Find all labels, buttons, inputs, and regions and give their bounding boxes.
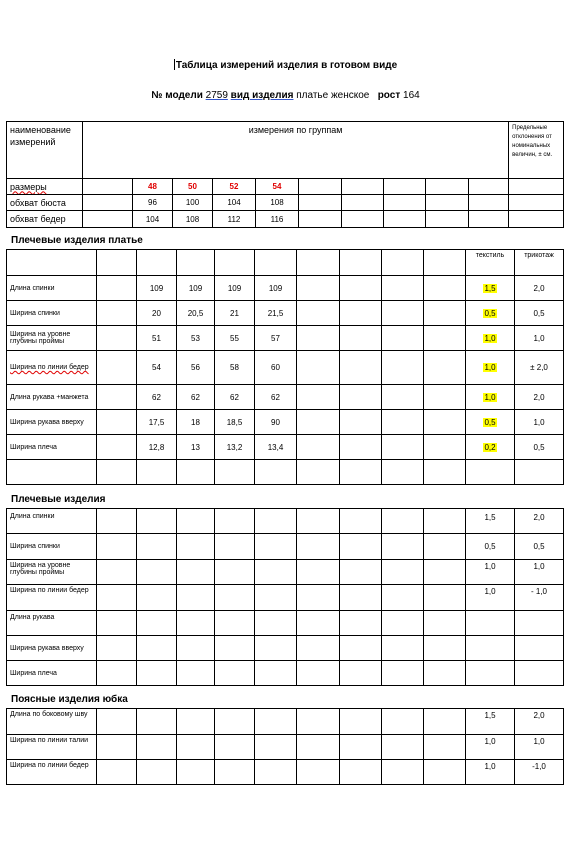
row-name: обхват бедер [7, 211, 83, 228]
textile-value: 1,0 [484, 333, 496, 343]
value-cell: 90 [255, 410, 297, 435]
table-row [7, 351, 564, 385]
textile-value: 1,0 [484, 392, 496, 402]
value-cell: 51 [137, 326, 177, 351]
textile-value: 1,0 [484, 363, 496, 372]
sizes-table [6, 121, 564, 228]
value-cell: 104 [213, 195, 256, 211]
knit-value: 2,0 [515, 385, 564, 410]
value-cell: 58 [215, 351, 255, 385]
size-cell: 50 [173, 179, 213, 195]
table-row [7, 195, 564, 211]
textile-value: 1,5 [484, 283, 496, 293]
textile-value [466, 661, 515, 686]
value-cell: 108 [256, 195, 299, 211]
knit-value [515, 611, 564, 636]
value-cell: 109 [255, 276, 297, 301]
value-cell: 18 [177, 410, 215, 435]
dress-table [6, 249, 564, 485]
row-name: обхват бюста [7, 195, 83, 211]
knit-value: -1,0 [515, 760, 564, 785]
value-cell: 53 [177, 326, 215, 351]
knit-value: 2,0 [515, 709, 564, 735]
knit-value: 1,0 [515, 326, 564, 351]
knit-value: 0,5 [515, 435, 564, 460]
value-cell: 109 [215, 276, 255, 301]
value-cell: 62 [137, 385, 177, 410]
model-label: № модели [151, 90, 203, 101]
value-cell: 112 [213, 211, 256, 228]
row-name: Ширина спинки [7, 534, 97, 560]
header-row [7, 122, 564, 179]
knit-value: 1,0 [515, 410, 564, 435]
row-name: Ширина на уровне глубины проймы [7, 560, 97, 585]
row-name: Длина рукава [7, 611, 97, 636]
text-cursor [174, 59, 175, 70]
value-cell: 116 [256, 211, 299, 228]
knit-value: 1,0 [515, 735, 564, 760]
knit-value: 0,5 [515, 301, 564, 326]
table-row [7, 534, 564, 560]
section-title: Плечевые изделия платье [11, 235, 143, 246]
col-knit: трикотаж [515, 250, 564, 276]
knit-value: - 1,0 [515, 585, 564, 611]
header-name-cell: наименование измерений [7, 122, 83, 179]
value-cell: 54 [137, 351, 177, 385]
row-name: Длина спинки [7, 509, 97, 534]
height-value: 164 [403, 90, 420, 101]
row-name: Ширина рукава вверху [7, 410, 97, 435]
table-row [7, 611, 564, 636]
value-cell: 109 [177, 276, 215, 301]
size-cell: 54 [256, 179, 299, 195]
table-row [7, 585, 564, 611]
section-title: Поясные изделия юбка [11, 694, 128, 705]
table-row [7, 460, 564, 485]
value-cell: 21 [215, 301, 255, 326]
value-cell: 104 [133, 211, 173, 228]
col-textile: текстиль [466, 250, 515, 276]
table-row [7, 301, 564, 326]
row-name: Длина спинки [7, 276, 97, 301]
row-name: Ширина по линии бедер [7, 760, 97, 785]
value-cell: 20 [137, 301, 177, 326]
textile-value: 1,0 [466, 585, 515, 611]
value-cell: 55 [215, 326, 255, 351]
table-row [7, 636, 564, 661]
value-cell: 56 [177, 351, 215, 385]
row-name: Ширина на уровне глубины проймы [7, 326, 97, 351]
table-row [7, 735, 564, 760]
table-row [7, 410, 564, 435]
table-row [7, 760, 564, 785]
size-cell: 52 [213, 179, 256, 195]
value-cell: 17,5 [137, 410, 177, 435]
value-cell: 62 [215, 385, 255, 410]
table-row [7, 276, 564, 301]
table-row [7, 661, 564, 686]
table-row [7, 560, 564, 585]
value-cell: 109 [137, 276, 177, 301]
row-name: Ширина по линии бедер [7, 585, 97, 611]
header-row [7, 250, 564, 276]
table-row [7, 435, 564, 460]
textile-value [466, 636, 515, 661]
row-name: Длина по боковому шву [7, 709, 97, 735]
value-cell: 20,5 [177, 301, 215, 326]
shoulder-table [6, 508, 564, 686]
knit-value [515, 661, 564, 686]
title-text: Таблица измерений изделия в готовом виде [175, 60, 398, 71]
textile-value: 0,5 [484, 308, 496, 318]
value-cell: 62 [255, 385, 297, 410]
value-cell: 108 [173, 211, 213, 228]
value-cell: 100 [173, 195, 213, 211]
section-title: Плечевые изделия [11, 494, 106, 505]
kind-value: платье женское [296, 90, 370, 101]
row-name: Ширина спинки [7, 301, 97, 326]
sizes-label: размеры [10, 181, 47, 192]
document-title [0, 59, 571, 71]
header-groups-cell: измерения по группам [83, 122, 509, 179]
row-name: Ширина по линии бедер [10, 364, 89, 371]
textile-value: 0,2 [484, 442, 496, 452]
value-cell: 13 [177, 435, 215, 460]
row-name: Длина рукава +манжета [7, 385, 97, 410]
textile-value: 0,5 [466, 534, 515, 560]
table-row [7, 326, 564, 351]
knit-value: 0,5 [515, 534, 564, 560]
table-row [7, 211, 564, 228]
textile-value: 0,5 [484, 417, 496, 427]
value-cell: 57 [255, 326, 297, 351]
row-name: Ширина по линии талии [7, 735, 97, 760]
textile-value: 1,5 [466, 509, 515, 534]
size-cell: 48 [133, 179, 173, 195]
textile-value: 1,0 [466, 760, 515, 785]
textile-value [466, 611, 515, 636]
knit-value: 2,0 [515, 509, 564, 534]
value-cell: 13,2 [215, 435, 255, 460]
knit-value: ± 2,0 [515, 351, 564, 385]
value-cell: 12,8 [137, 435, 177, 460]
value-cell: 62 [177, 385, 215, 410]
header-tolerance-cell: Предельные отклонения от номинальных величин, ± см. [509, 122, 564, 179]
model-number: 2759 [205, 90, 228, 101]
row-name: Ширина плеча [7, 435, 97, 460]
row-name: Ширина рукава вверху [7, 636, 97, 661]
kind-label: вид изделия [230, 90, 294, 101]
height-label: рост [377, 90, 401, 101]
table-row [7, 385, 564, 410]
table-row [7, 709, 564, 735]
table-row [7, 509, 564, 534]
value-cell: 13,4 [255, 435, 297, 460]
row-name: Ширина плеча [7, 661, 97, 686]
knit-value: 1,0 [515, 560, 564, 585]
sizes-row [7, 179, 564, 195]
textile-value: 1,5 [466, 709, 515, 735]
knit-value: 2,0 [515, 276, 564, 301]
knit-value [515, 636, 564, 661]
textile-value: 1,0 [466, 560, 515, 585]
value-cell: 21,5 [255, 301, 297, 326]
value-cell: 18,5 [215, 410, 255, 435]
document-subtitle [0, 90, 571, 101]
value-cell: 60 [255, 351, 297, 385]
skirt-table [6, 708, 564, 785]
value-cell: 96 [133, 195, 173, 211]
textile-value: 1,0 [466, 735, 515, 760]
